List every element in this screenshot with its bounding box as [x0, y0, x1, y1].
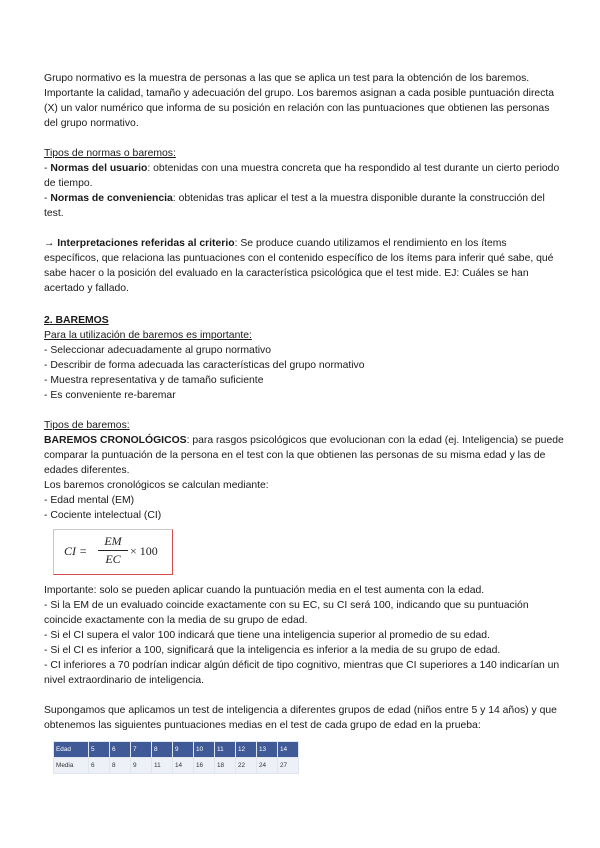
list-item: - CI inferiores a 70 podrían indicar algún déficit de tipo cognitivo, mientras que CI superiores a 140 indicarían un nivel extraordinario de inteligencia.: [44, 660, 560, 686]
formula-rhs: × 100: [130, 544, 158, 558]
table-cell: 27: [278, 758, 299, 774]
table-cell: 16: [194, 758, 215, 774]
ci-formula-image: [53, 529, 173, 575]
table-cell: 8: [110, 758, 131, 774]
table-cell: 11: [215, 742, 236, 758]
list-item: - Es conveniente re-baremar: [44, 390, 176, 401]
table-cell: 6: [110, 742, 131, 758]
table-header-row: [54, 742, 299, 758]
important-lead: Importante: solo se pueden aplicar cuando la puntuación media en el test aumenta con la edad.: [44, 585, 485, 596]
intro-paragraph: Grupo normativo es la muestra de personas a las que se aplica un test para la obtención de los baremos. Importante la calidad, tamaño y adecuación del grupo. Los baremos asignan a cada posible puntuación directa (X) un valor numérico que informa de su posición en relación con las puntuaciones que obtienen las personas del grupo normativo.: [44, 73, 555, 129]
baremos-chrono-term: BAREMOS CRONOLÓGICOS: [44, 435, 187, 446]
formula-fraction: [98, 533, 128, 568]
norm-type-user: - Normas del usuario: obtenidas con una muestra concreta que ha respondido al test durante un cierto periodo de tiempo.: [44, 163, 560, 189]
table-cell: 9: [131, 758, 152, 774]
list-item: - Describir de forma adecuada las características del grupo normativo: [44, 360, 365, 371]
baremos-calc-line: Los baremos cronológicos se calculan mediante:: [44, 480, 269, 491]
table-cell: 5: [89, 742, 110, 758]
table-cell: 14: [278, 742, 299, 758]
criterion-paragraph: → Interpretaciones referidas al criterio: Se produce cuando utilizamos el rendimiento en los ítems específicos, que relaciona las puntuaciones con el contenido específico de los ítems para inferir qué sabe, qué sabe hacer o la posición del evaluado en la característica psicológica que el test mide. EJ: Cuáles se han acertado y fallado.: [44, 238, 554, 294]
formula-numerator: EM: [104, 534, 122, 548]
section-2-intro: Para la utilización de baremos es importante:: [44, 330, 252, 341]
table-cell: 6: [89, 758, 110, 774]
formula-denominator: EC: [105, 552, 121, 566]
table-cell: 10: [194, 742, 215, 758]
table-cell: 22: [236, 758, 257, 774]
list-item: - Seleccionar adecuadamente al grupo normativo: [44, 345, 271, 356]
list-item: - Si el CI supera el valor 100 indicará que tiene una inteligencia superior al promedio de su edad.: [44, 630, 490, 641]
table-cell: 9: [173, 742, 194, 758]
document-body: [44, 71, 564, 774]
table-row-label: Media: [54, 758, 89, 774]
example-paragraph: Supongamos que aplicamos un test de inteligencia a diferentes grupos de edad (niños entre 5 y 14 años) y que obtenemos las siguientes puntuaciones medias en el test de cada grupo de edad en la prueba:: [44, 705, 557, 731]
list-item: - Edad mental (EM): [44, 495, 135, 506]
norm-type-convenience: - Normas de conveniencia: obtenidas tras aplicar el test a la muestra disponible durante la construcción del test.: [44, 193, 545, 219]
list-item: - Si el CI es inferior a 100, significará que la inteligencia es inferior a la media de su grupo de edad.: [44, 645, 501, 656]
table-cell: 18: [215, 758, 236, 774]
norm-type-user-term: Normas del usuario: [50, 163, 148, 174]
table-cell: 24: [257, 758, 278, 774]
list-item: - Si la EM de un evaluado coincide exactamente con su EC, su CI será 100, indicando que su puntuación coincide exactamente con la media de su grupo de edad.: [44, 600, 529, 626]
age-means-table: [53, 741, 299, 774]
table-row: [54, 758, 299, 774]
table-cell: 12: [236, 742, 257, 758]
list-item: - Muestra representativa y de tamaño suficiente: [44, 375, 264, 386]
norm-types-heading: Tipos de normas o baremos:: [44, 148, 176, 159]
section-2-title: 2. BAREMOS: [44, 315, 109, 326]
table-header-label: Edad: [54, 742, 89, 758]
table-cell: 13: [257, 742, 278, 758]
baremos-types-heading: Tipos de baremos:: [44, 420, 130, 431]
baremos-chrono-paragraph: BAREMOS CRONOLÓGICOS: para rasgos psicológicos que evolucionan con la edad (ej. Inteligencia) se puede comparar la puntuación de la persona en el test con la que obtienen las personas de su misma edad y las de edades diferentes.: [44, 435, 564, 476]
table-cell: 7: [131, 742, 152, 758]
table-cell: 8: [152, 742, 173, 758]
table-cell: 11: [152, 758, 173, 774]
norm-type-convenience-term: Normas de conveniencia: [50, 193, 173, 204]
list-item: - Cociente intelectual (CI): [44, 510, 162, 521]
arrow-icon: →: [44, 238, 58, 249]
table-cell: 14: [173, 758, 194, 774]
criterion-term: Interpretaciones referidas al criterio: [57, 238, 235, 249]
formula-lhs: CI =: [64, 544, 88, 558]
